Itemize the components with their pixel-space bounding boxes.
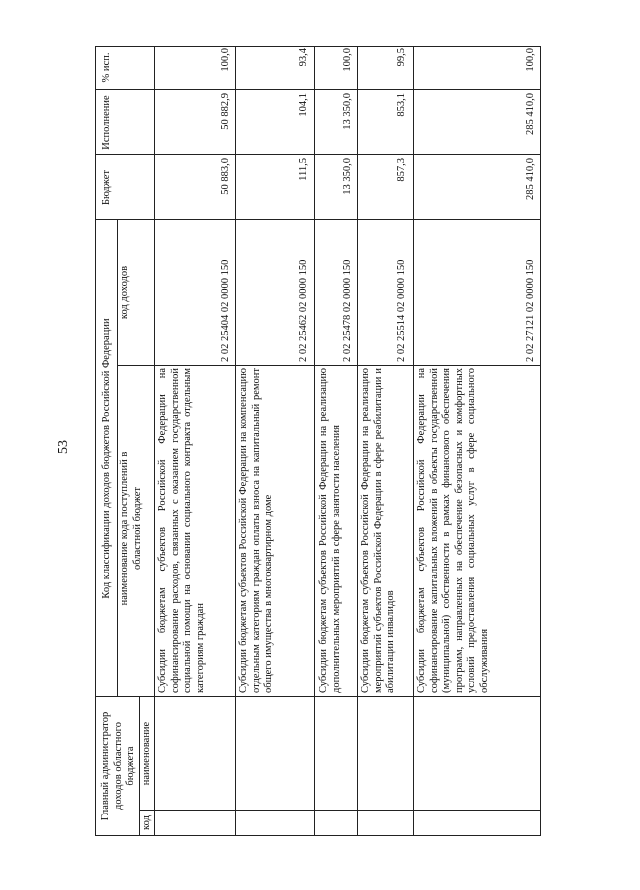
grid-line — [235, 46, 236, 836]
header-income-name: наименование кода поступлений в областной бюджет — [119, 451, 143, 606]
row-2-budget: 111,5 — [298, 158, 309, 181]
grid-line — [140, 810, 541, 811]
grid-line — [540, 46, 541, 836]
row-5-code: 2 02 27121 02 0000 150 — [525, 259, 536, 362]
grid-line — [154, 46, 155, 836]
row-1-execution: 50 882,9 — [220, 93, 231, 130]
table-grid — [95, 46, 541, 836]
header-budget: Бюджет — [101, 169, 112, 206]
row-4-budget: 857,3 — [396, 158, 407, 182]
grid-line — [139, 696, 140, 836]
header-admin-name: наименование — [141, 721, 152, 786]
row-1-budget: 50 883,0 — [220, 158, 231, 195]
grid-line — [357, 46, 358, 836]
row-4-execution: 853,1 — [396, 93, 407, 117]
row-3-code: 2 02 25478 02 0000 150 — [342, 259, 353, 362]
revenue-table — [95, 46, 541, 836]
grid-line — [95, 154, 541, 155]
row-2-name: Субсидии бюджетам субъектов Российской Федерации на компенсацию отдельным категориям граждан оплаты взноса на капитальный ремонт общего имущества в многоквартирном доме — [238, 368, 275, 693]
grid-line — [95, 46, 541, 47]
row-5-name: Субсидии бюджетам субъектов Российской Федерации на софинансирование капитальных вложений в объекты государственной (муниципальной) собственности в рамках финансового обеспечения программ, направленных на обеспечение безопасных и комфортных условий предоставления социальных услуг в сфере социального обслуживания — [416, 368, 490, 693]
row-1-name: Субсидии бюджетам субъектов Российской Федерации на софинансирование расходов, связанных с оказанием государственной социальной помощи на основании социального контракта отдельным категориям граждан — [157, 368, 206, 693]
page-number: 53 — [56, 440, 71, 454]
row-3-percent: 100,0 — [342, 48, 353, 72]
grid-line — [413, 46, 414, 836]
grid-line — [117, 220, 118, 696]
grid-line — [95, 46, 96, 836]
row-2-percent: 93,4 — [298, 48, 309, 67]
header-admin-code: код — [141, 815, 152, 830]
row-5-percent: 100,0 — [525, 48, 536, 72]
header-income-code: код доходов — [119, 265, 130, 320]
row-4-code: 2 02 25514 02 0000 150 — [396, 259, 407, 362]
row-4-percent: 99,5 — [396, 48, 407, 67]
header-admin-group: Главный администратор доходов областного бюджета — [100, 711, 137, 821]
row-2-execution: 104,1 — [298, 93, 309, 117]
row-3-execution: 13 350,0 — [342, 93, 353, 130]
row-5-execution: 285 410,0 — [525, 93, 536, 135]
grid-line — [95, 696, 541, 697]
grid-line — [117, 365, 541, 366]
grid-line — [95, 835, 541, 836]
header-execution: Исполнение — [101, 95, 112, 150]
row-3-name: Субсидии бюджетам субъектов Российской Федерации на реализацию дополнительных мероприятий в сфере занятости населения — [318, 368, 342, 693]
grid-line — [314, 46, 315, 836]
row-1-percent: 100,0 — [220, 48, 231, 72]
header-percent: % исп. — [101, 52, 112, 83]
row-3-budget: 13 350,0 — [342, 158, 353, 195]
row-1-code: 2 02 25404 02 0000 150 — [220, 259, 231, 362]
row-4-name: Субсидии бюджетам субъектов Российской Федерации на реализацию мероприятий субъектов Российской Федерации в сфере реабилитации и абилитации инвалидов — [360, 368, 397, 693]
grid-line — [95, 89, 541, 90]
row-2-code: 2 02 25462 02 0000 150 — [298, 259, 309, 362]
grid-line — [95, 219, 541, 220]
header-classification-group: Код классификации доходов бюджетов Российской Федерации — [101, 318, 112, 599]
row-5-budget: 285 410,0 — [525, 158, 536, 200]
